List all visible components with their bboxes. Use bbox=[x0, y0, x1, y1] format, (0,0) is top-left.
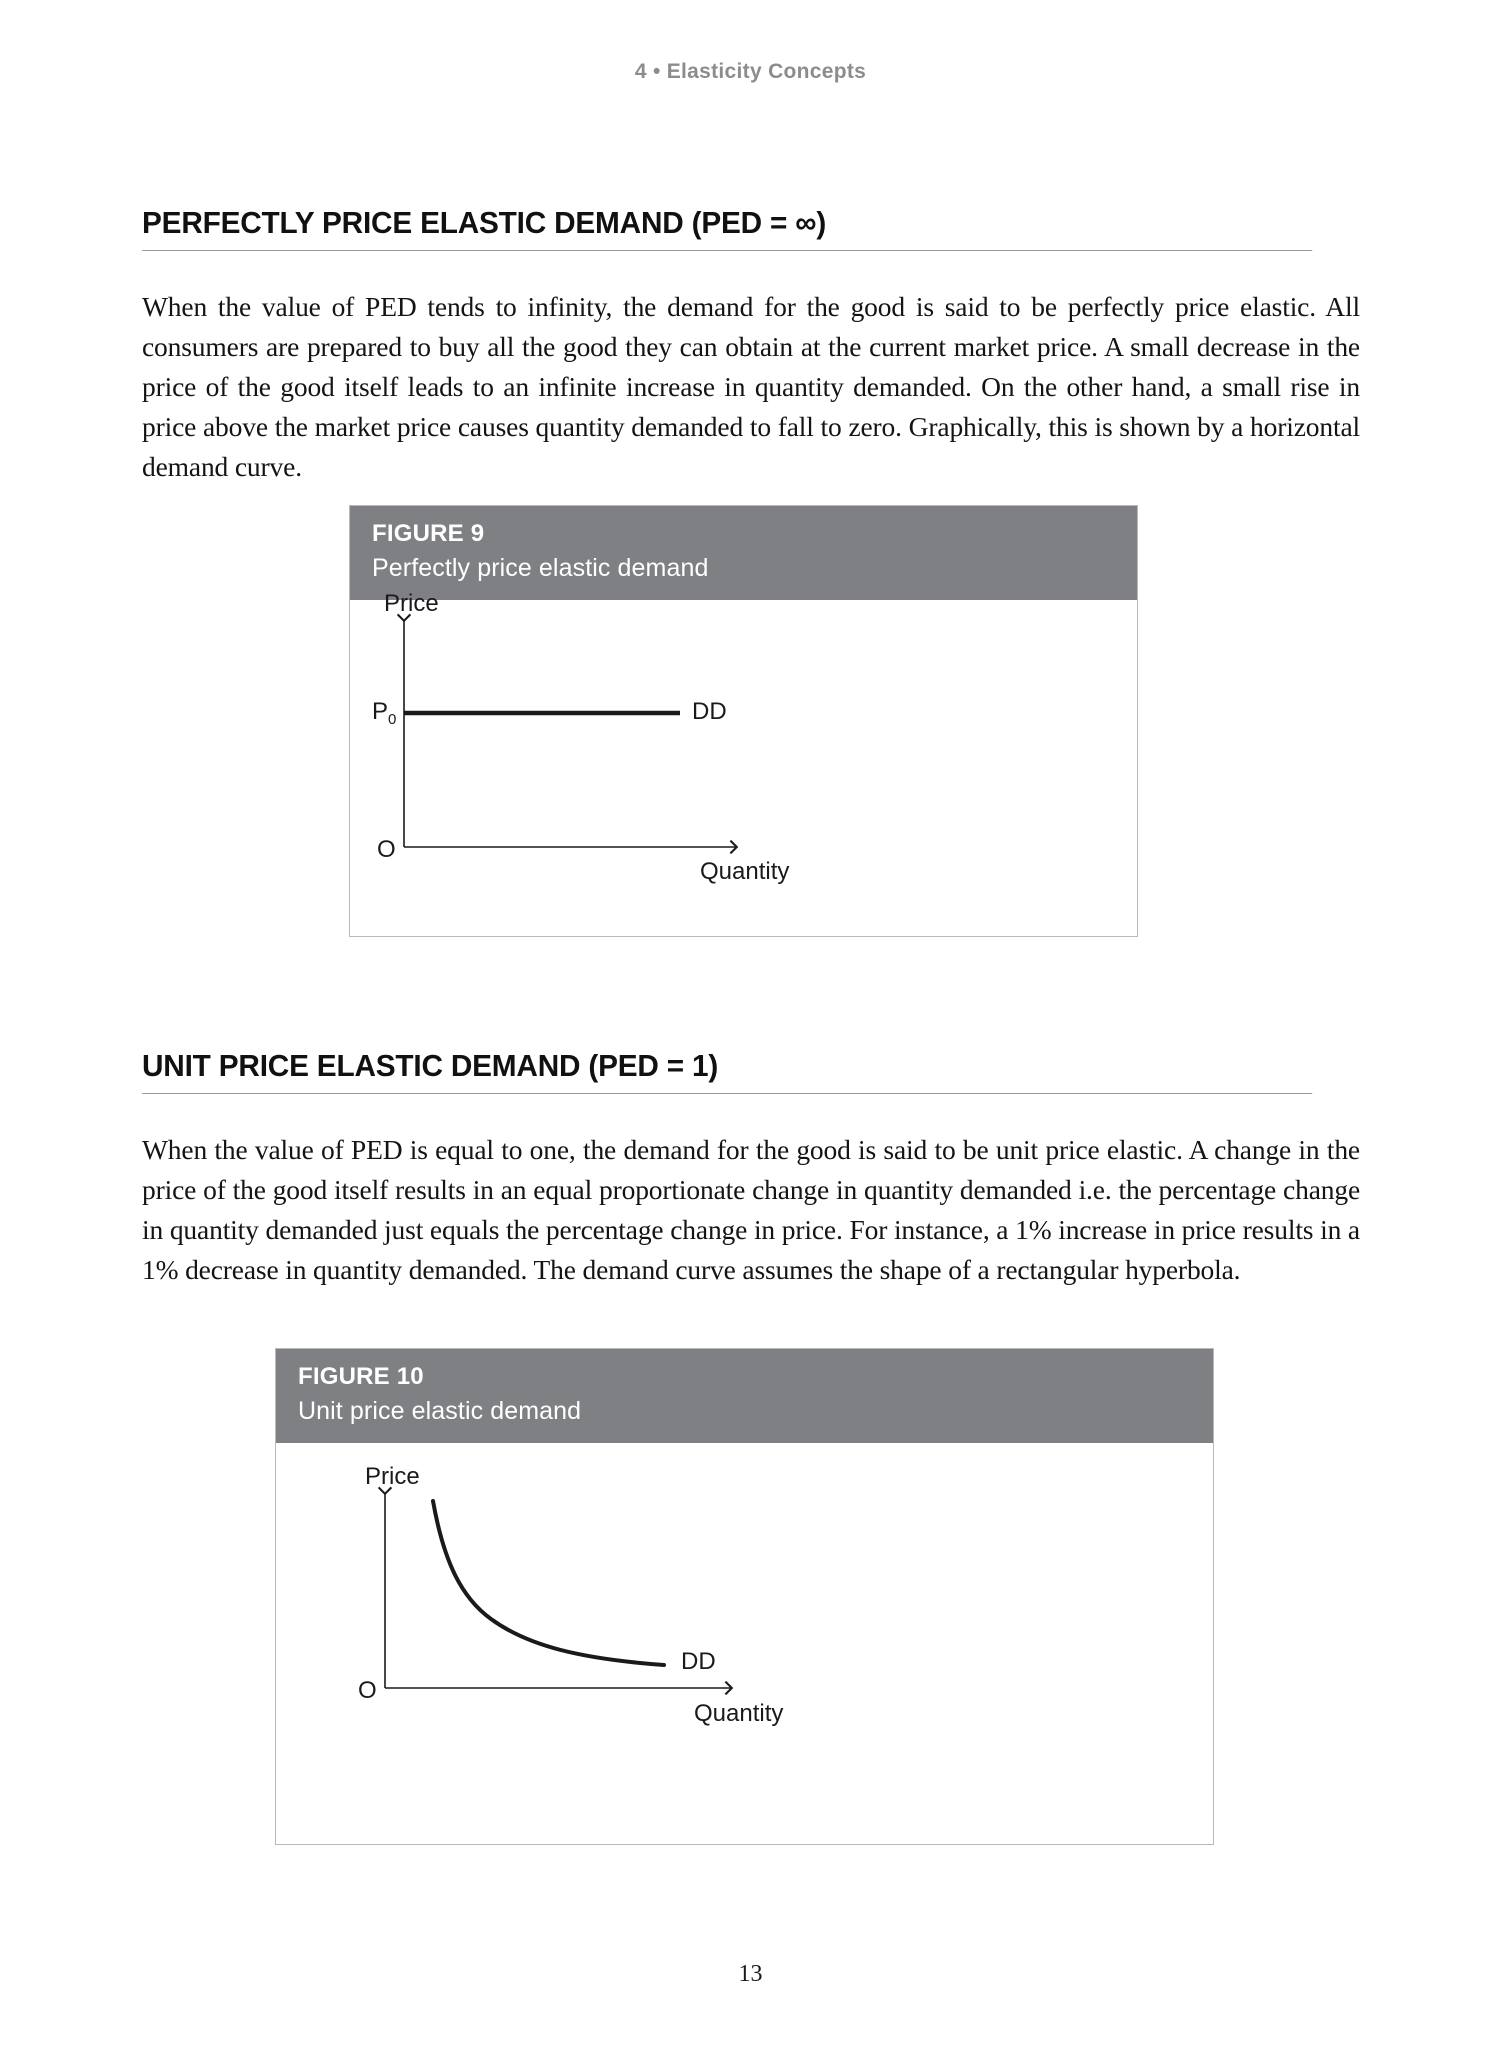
figure-10-y-axis-label: Price bbox=[365, 1463, 420, 1490]
figure-9-price-label: $P_0$ bbox=[372, 698, 397, 728]
figure-10-origin-label: O bbox=[358, 1677, 377, 1704]
figure-10-caption bbox=[276, 1349, 1213, 1443]
figure-10-chart-svg bbox=[276, 1443, 1213, 1838]
figure-9-number: FIGURE 9 bbox=[372, 520, 485, 547]
figure-9-origin-label: O bbox=[377, 836, 396, 863]
figure-9-caption bbox=[350, 506, 1137, 600]
figure-10-title: Unit price elastic demand bbox=[298, 1397, 582, 1425]
page-number: 13 bbox=[738, 1961, 763, 1987]
figure-10-demand-curve bbox=[433, 1501, 664, 1665]
figure-10-x-axis-label: Quantity bbox=[694, 1700, 784, 1727]
figure-10-number: FIGURE 10 bbox=[298, 1363, 424, 1390]
figure-9-title: Perfectly price elastic demand bbox=[372, 554, 709, 582]
section-heading-unit-price-elastic: UNIT PRICE ELASTIC DEMAND (PED = 1) bbox=[142, 1048, 1312, 1094]
figure-9-curve-label: DD bbox=[692, 698, 727, 725]
running-head: 4 • Elasticity Concepts bbox=[634, 60, 867, 83]
section-paragraph-unit-price-elastic: When the value of PED is equal to one, the demand for the good is said to be unit price elastic. A change in the price of the good itself results in an equal proportionate change in quantity demanded i.e. the percentage change in quantity demanded just equals the percentage change in price. For instance, a 1% increase in price results in a 1% decrease in quantity demanded. The demand curve assumes the shape of a rectangular hyperbola. bbox=[142, 1134, 1360, 1285]
figure-9 bbox=[349, 505, 1138, 937]
figure-10-chart bbox=[276, 1443, 1213, 1838]
figure-10 bbox=[275, 1348, 1214, 1845]
figure-10-curve-label: DD bbox=[681, 1648, 716, 1675]
section-paragraph-perfectly-price-elastic: When the value of PED tends to infinity, the demand for the good is said to be perfectly price elastic. All consumers are prepared to buy all the good they can obtain at the current market price. A small decrease in the price of the good itself leads to an infinite increase in quantity demanded. On the other hand, a small rise in price above the market price causes quantity demanded to fall to zero. Graphically, this is shown by a horizontal demand curve. bbox=[142, 291, 1360, 482]
figure-9-x-axis-label: Quantity bbox=[700, 858, 790, 885]
figure-9-chart bbox=[350, 590, 1137, 930]
section-heading-perfectly-price-elastic: PERFECTLY PRICE ELASTIC DEMAND (PED = ∞) bbox=[142, 205, 1312, 251]
figure-9-y-axis-label: Price bbox=[384, 590, 439, 617]
